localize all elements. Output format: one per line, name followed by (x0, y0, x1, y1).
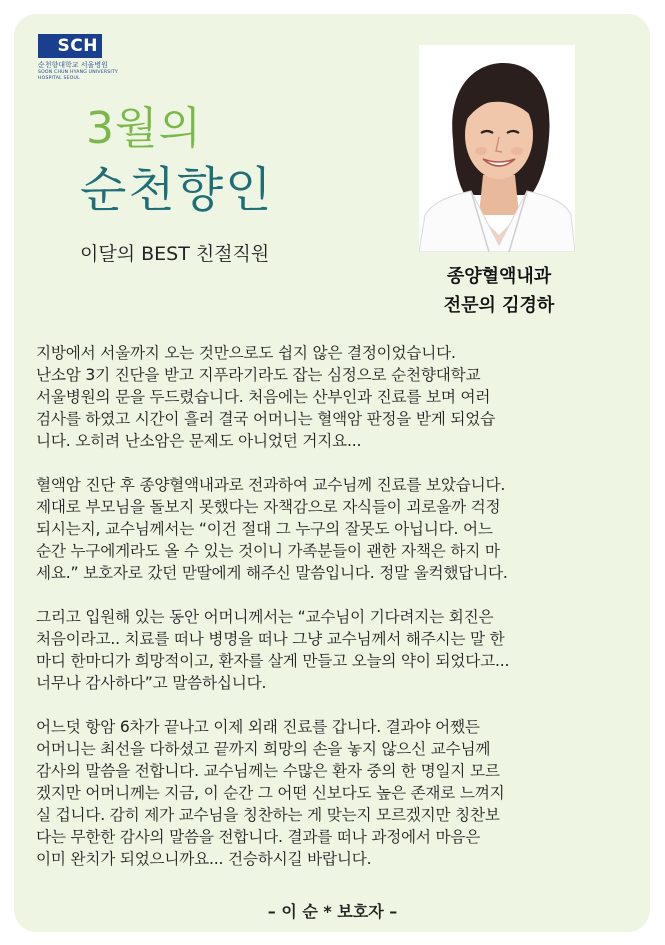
main-title: 순천향인 (80, 162, 274, 218)
month-title: 3월의 (86, 103, 203, 154)
subtitle: 이달의 BEST 친절직원 (80, 243, 270, 265)
doctor-info (404, 262, 594, 320)
letter-body (36, 342, 632, 892)
doctor-name: 전문의 김경하 (443, 295, 555, 316)
logo-mark: SCH (38, 34, 102, 58)
logo-english-line1: SOON CHUN HYANG UNIVERSITY (38, 70, 118, 75)
letter-signature: – 이 순 * 보호자 – (267, 902, 398, 921)
letter-paragraph-1: 지방에서 서울까지 오는 것만으로도 쉽지 않은 결정이었습니다. 난소암 3기 진단을 받고 지푸라기라도 잡는 심정으로 순천향대학교 서울병원의 문을 두드렸습니다. 처음에는 산부인과 진료를 보며 여러 검사를 하였고 시간이 흘러 결국 어머니는 혈액암 판정을 받게 되었습 니다. 오히려 난소암은 문제도 아니었던 거지요... (36, 344, 495, 450)
hospital-logo (38, 34, 130, 82)
logo-english-line2: HOSPITAL SEOUL (38, 76, 80, 81)
logo-korean-name: 순천향대학교 서울병원 (38, 61, 108, 69)
letter-paragraph-2: 혈액암 진단 후 종양혈액내과로 전과하여 교수님께 진료를 보았습니다. 제대로 부모님을 돌보지 못했다는 자책감으로 자식들이 괴로울까 걱정 되시는지, 교수님께서는 “이건 절대 그 누구의 잘못도 아닙니다. 어느 순간 누구에게라도 올 수 있는 것이니 가족분들이 괜한 자책은 하지 마 세요.” 보호자로 갔던 맏딸에게 해주신 말씀입니다. 정말 울컥했답니다. (36, 476, 508, 582)
letter-paragraph-3: 그리고 입원해 있는 동안 어머니께서는 “교수님이 기다려지는 회진은 처음이라고.. 치료를 떠나 병명을 떠나 그냥 교수님께서 해주시는 말 한 마디 한마디가 희망적이고, 환자를 살게 만들고 오늘의 약이 되었다고... 너무나 감사하다”고 말씀하십니다. (36, 608, 510, 692)
doctor-portrait-icon (419, 45, 575, 252)
letter-paragraph-4: 어느덧 항암 6차가 끝나고 이제 외래 진료를 갑니다. 결과야 어쨌든 어머니는 최선을 다하셨고 끝까지 희망의 손을 놓지 않으신 교수님께 감사의 말씀을 전합니다. 교수님께는 수많은 환자 중의 한 명일지 모르 겠지만 어머니께는 지금, 이 순간 그 어떤 신보다도 높은 존재로 느껴지 실 겁니다. 감히 제가 교수님을 칭찬하는 게 맞는지 모르겠지만 칭찬보 다는 무한한 감사의 말씀을 전합니다. 결과를 떠나 과정에서 마음은 이미 완치가 되었으니까요... 건승하시길 바랍니다. (36, 718, 505, 868)
doctor-department: 종양혈액내과 (446, 266, 552, 287)
